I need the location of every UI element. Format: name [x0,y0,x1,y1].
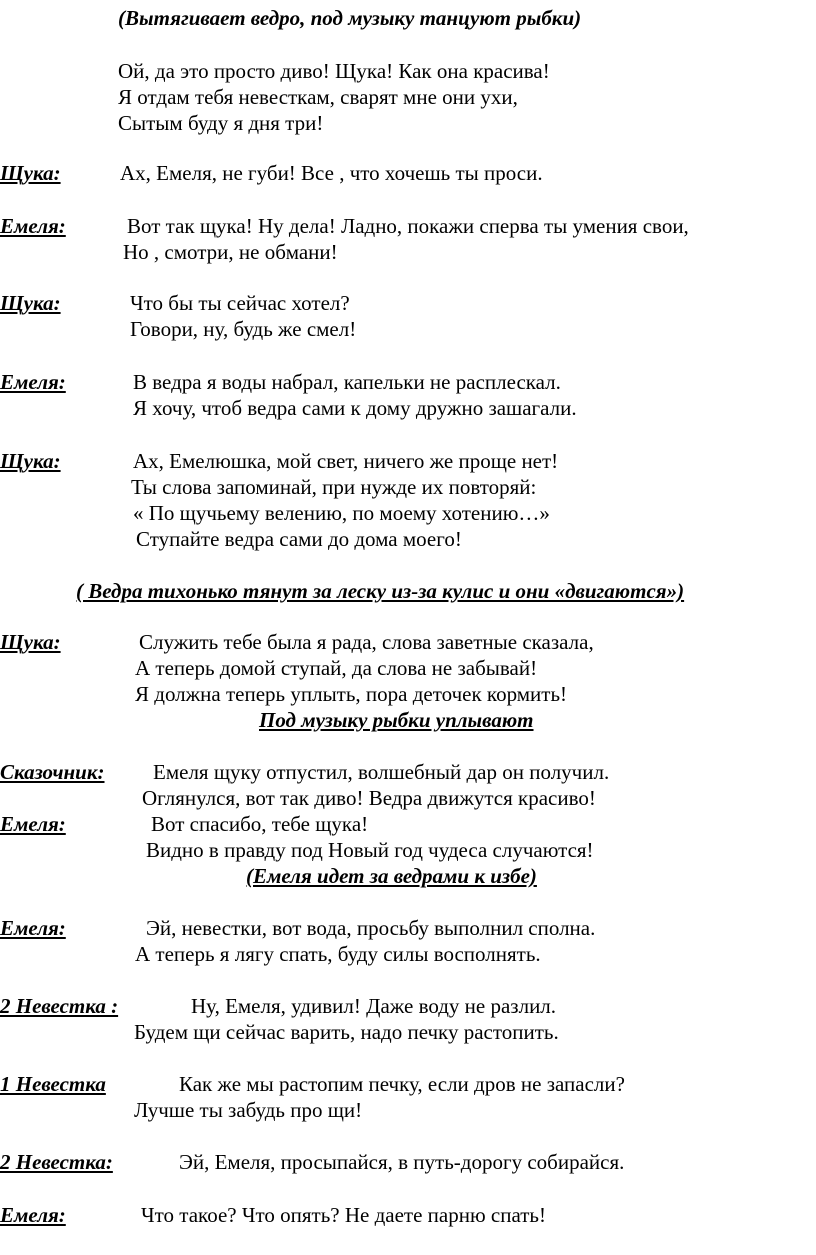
verse-line: Я отдам тебя невесткам, сварят мне они ухи, [118,85,518,109]
verse-line: Что бы ты сейчас хотел? [130,291,350,315]
speaker-label: Щука: [0,630,61,654]
verse-line: Ах, Емелюшка, мой свет, ничего же проще нет! [133,449,559,473]
verse-line: Вот спасибо, тебе щука! [151,812,369,836]
verse-line: Эй, невестки, вот вода, просьбу выполнил сполна. [146,916,596,940]
speaker-label: 1 Невестка [0,1072,106,1096]
verse-line: Ступайте ведра сами до дома моего! [136,527,462,551]
verse-line: В ведра я воды набрал, капельки не расплескал. [133,370,561,394]
verse-line: Эй, Емеля, просыпайся, в путь-дорогу собирайся. [179,1150,625,1174]
verse-line: Как же мы растопим печку, если дров не запасли? [179,1072,625,1096]
speaker-label: Емеля: [0,812,66,836]
speaker-label: Емеля: [0,370,66,394]
verse-line: Но , смотри, не обмани! [123,240,338,264]
verse-line: Говори, ну, будь же смел! [130,317,357,341]
speaker-label: Сказочник: [0,760,105,784]
speaker-label: 2 Невестка : [0,994,119,1018]
verse-line: Емеля щуку отпустил, волшебный дар он получил. [153,760,610,784]
verse-line: Оглянулся, вот так диво! Ведра движутся красиво! [142,786,596,810]
verse-line: Служить тебе была я рада, слова заветные сказала, [139,630,594,654]
verse-line: А теперь я лягу спать, буду силы восполнять. [135,942,541,966]
verse-line: Ты слова запоминай, при нужде их повторяй: [131,475,537,499]
stage-direction: ( Ведра тихонько тянут за леску из-за кулис и они «двигаются») [76,579,685,603]
verse-line: Ой, да это просто диво! Щука! Как она красива! [118,59,550,83]
speaker-label: Щука: [0,449,61,473]
verse-line: Я должна теперь уплыть, пора деточек кормить! [135,682,568,706]
speaker-label: 2 Невестка: [0,1150,113,1174]
speaker-label: Щука: [0,291,61,315]
verse-line: А теперь домой ступай, да слова не забывай! [135,656,538,680]
verse-line: Что такое? Что опять? Не даете парню спать! [141,1203,546,1227]
stage-direction: (Вытягивает ведро, под музыку танцуют рыбки) [118,6,582,30]
speaker-label: Емеля: [0,214,66,238]
verse-line: Вот так щука! Ну дела! Ладно, покажи сперва ты умения свои, [127,214,689,238]
stage-direction: (Емеля идет за ведрами к избе) [246,864,537,888]
verse-line: Будем щи сейчас варить, надо печку растопить. [134,1020,559,1044]
speaker-label: Щука: [0,161,61,185]
stage-direction: Под музыку рыбки уплывают [259,708,534,732]
speaker-label: Емеля: [0,916,66,940]
verse-line: Видно в правду под Новый год чудеса случаются! [146,838,594,862]
verse-line: « По щучьему велению, по моему хотению…» [133,501,550,525]
speaker-label: Емеля: [0,1203,66,1227]
verse-line: Ну, Емеля, удивил! Даже воду не разлил. [191,994,557,1018]
verse-line: Я хочу, чтоб ведра сами к дому дружно зашагали. [133,396,577,420]
verse-line: Сытым буду я дня три! [118,111,324,135]
verse-line: Ах, Емеля, не губи! Все , что хочешь ты проси. [120,161,543,185]
verse-line: Лучше ты забудь про щи! [134,1098,363,1122]
